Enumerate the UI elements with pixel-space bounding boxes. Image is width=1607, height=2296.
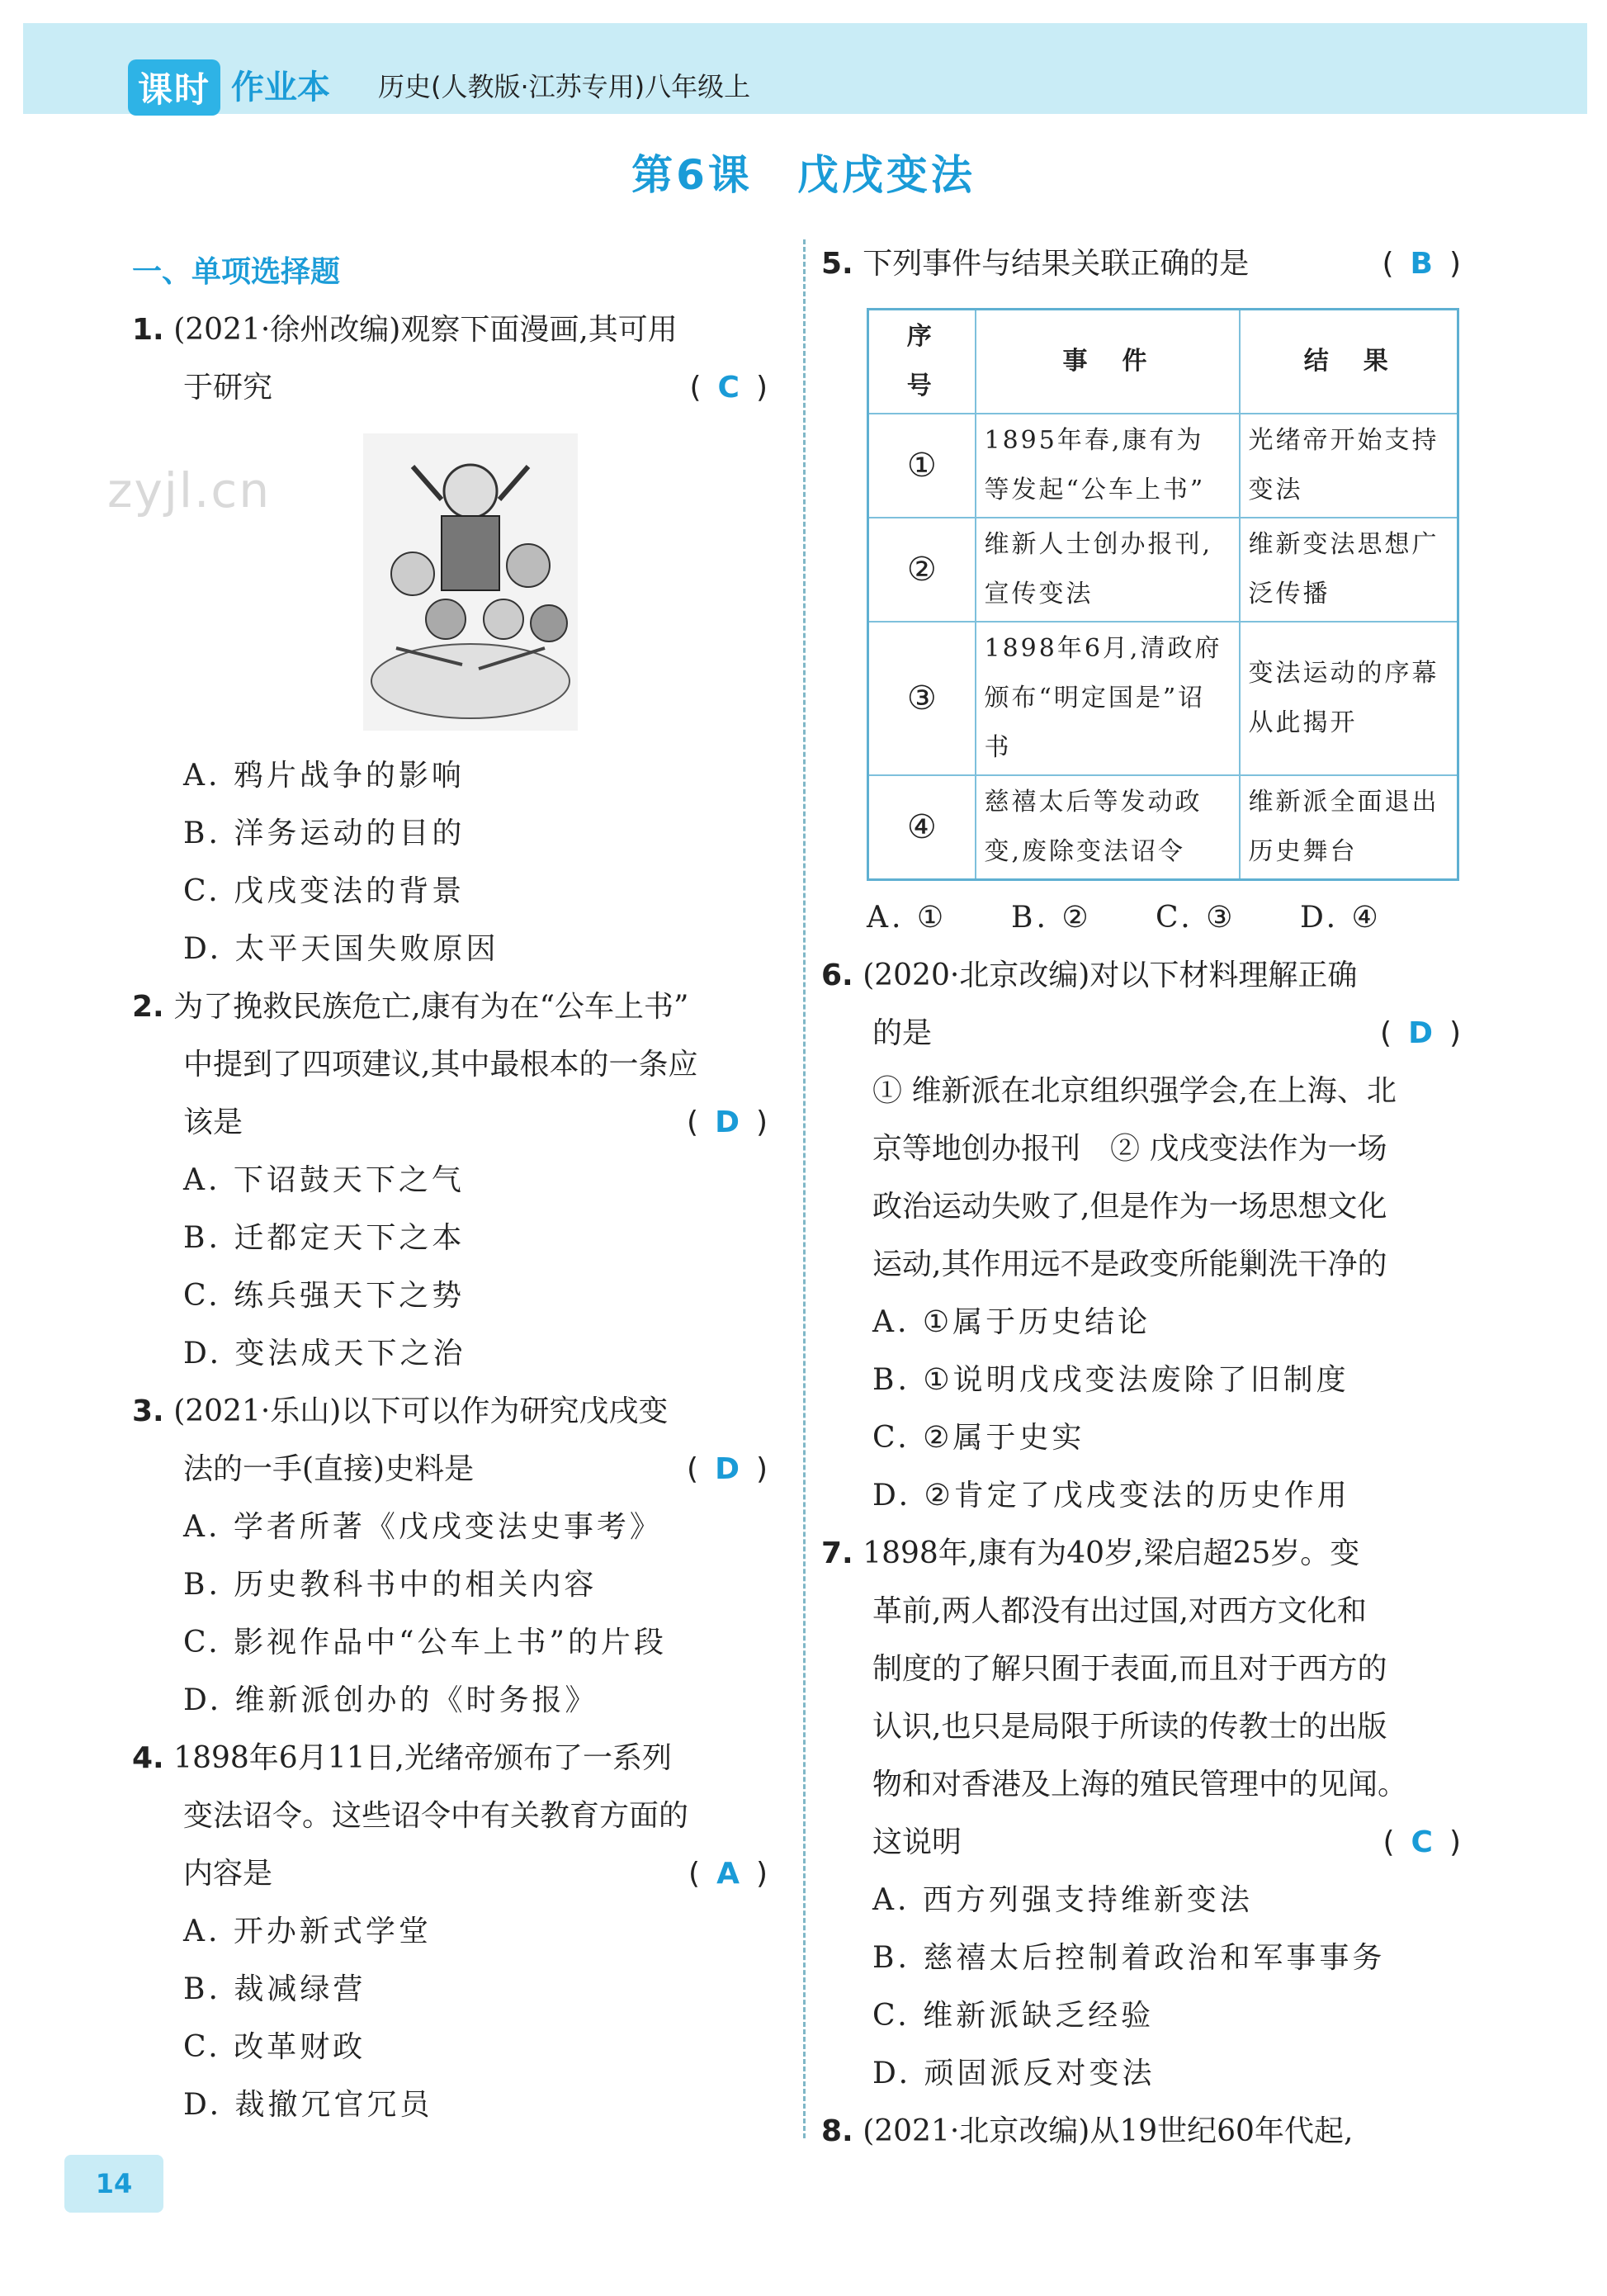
cartoon-illustration xyxy=(363,433,578,731)
option: B. 迁都定天下之本 xyxy=(183,1221,466,1255)
option: C. ②属于史实 xyxy=(872,1421,1085,1455)
table-cell: ② xyxy=(868,518,976,622)
material-text: 运动,其作用远不是政变所能剿洗干净的 xyxy=(872,1247,1387,1281)
table-row xyxy=(868,622,1458,775)
answer-letter: C xyxy=(717,371,740,405)
question-number: 4. xyxy=(132,1741,164,1775)
brand-logo: 课时 xyxy=(128,59,220,116)
question-text: 认识,也只是局限于所读的传教士的出版 xyxy=(872,1710,1387,1744)
option: D. 太平天国失败原因 xyxy=(183,932,499,966)
question-number: 5. xyxy=(821,247,853,281)
section-title: 一、单项选择题 xyxy=(132,255,341,289)
option: B. ② xyxy=(1011,901,1092,935)
question-text: 的是 xyxy=(872,1016,933,1050)
question-number: 2. xyxy=(132,990,164,1024)
material-text: ① 维新派在北京组织强学会,在上海、北 xyxy=(872,1074,1397,1108)
table-cell: 维新人士创办报刊,宣传变法 xyxy=(976,518,1240,622)
option: A. 开办新式学堂 xyxy=(183,1915,432,1948)
question-text: 下列事件与结果关联正确的是 xyxy=(863,247,1250,281)
question-8 xyxy=(821,2103,1461,2161)
column-divider xyxy=(803,239,806,2138)
answer-letter: D xyxy=(1408,1016,1433,1050)
question-7 xyxy=(821,1525,1461,2103)
option: B. ①说明戊戌变法废除了旧制度 xyxy=(872,1363,1349,1397)
option: C. 戊戌变法的背景 xyxy=(183,874,466,908)
watermark: zyjl.cn xyxy=(107,462,272,518)
lesson-title: 第6课 戊戌变法 xyxy=(631,151,976,199)
table-header-row xyxy=(868,310,1458,414)
table-header: 序 号 xyxy=(868,310,976,414)
option: B. 慈禧太后控制着政治和军事事务 xyxy=(872,1941,1386,1975)
answer-letter: D xyxy=(715,1105,740,1139)
question-2 xyxy=(132,978,768,1383)
answer-letter: A xyxy=(716,1857,740,1891)
table-row xyxy=(868,775,1458,880)
answer-bracket: ( B ) xyxy=(1382,247,1461,281)
table-cell: 1895年春,康有为等发起“公车上书” xyxy=(976,414,1240,518)
question-text: 内容是 xyxy=(183,1857,273,1891)
question-4 xyxy=(132,1730,768,2134)
table-header: 结 果 xyxy=(1240,310,1458,414)
table-cell: 维新派全面退出历史舞台 xyxy=(1240,775,1458,880)
option: B. 裁减绿营 xyxy=(183,1972,366,2006)
question-text: 制度的了解只囿于表面,而且对于西方的 xyxy=(872,1652,1387,1686)
material-text: 京等地创办报刊 ② 戊戌变法作为一场 xyxy=(872,1132,1387,1166)
option: D. 变法成天下之治 xyxy=(183,1337,466,1370)
question-text: 1898年6月11日,光绪帝颁布了一系列 xyxy=(173,1741,672,1775)
table-cell: 光绪帝开始支持变法 xyxy=(1240,414,1458,518)
answer-letter: B xyxy=(1410,247,1433,281)
event-table xyxy=(867,308,1459,881)
left-column xyxy=(132,244,768,2134)
question-number: 6. xyxy=(821,959,853,992)
answer-bracket: ( D ) xyxy=(687,1452,768,1486)
subject-label: 历史(人教版·江苏专用)八年级上 xyxy=(378,71,751,102)
answer-bracket: ( A ) xyxy=(688,1857,768,1891)
question-text: 革前,两人都没有出过国,对西方文化和 xyxy=(872,1594,1367,1628)
table-row xyxy=(868,518,1458,622)
question-text: 中提到了四项建议,其中最根本的一条应 xyxy=(183,1048,698,1082)
option: C. 练兵强天下之势 xyxy=(183,1279,466,1313)
question-5 xyxy=(821,235,1461,947)
brand-suffix: 作业本 xyxy=(231,69,330,107)
option: A. 下诏鼓天下之气 xyxy=(183,1163,465,1197)
table-cell: ④ xyxy=(868,775,976,880)
option: D. ④ xyxy=(1300,901,1382,935)
question-text: (2021·徐州改编)观察下面漫画,其可用 xyxy=(173,313,678,347)
option: A. ①属于历史结论 xyxy=(872,1305,1151,1339)
option: D. ②肯定了戊戌变法的历史作用 xyxy=(872,1479,1350,1513)
question-text: 变法诏令。这些诏令中有关教育方面的 xyxy=(183,1799,689,1833)
answer-letter: C xyxy=(1411,1825,1433,1859)
option: D. 维新派创办的《时务报》 xyxy=(183,1683,598,1717)
table-header: 事 件 xyxy=(976,310,1240,414)
question-number: 8. xyxy=(821,2114,853,2148)
option: A. 学者所著《戊戌变法史事考》 xyxy=(183,1510,663,1544)
question-text: 法的一手(直接)史料是 xyxy=(183,1452,475,1486)
question-text: 这说明 xyxy=(872,1825,962,1859)
options-row xyxy=(821,889,1461,947)
option: A. 鸦片战争的影响 xyxy=(183,759,465,793)
option: C. 改革财政 xyxy=(183,2030,366,2064)
table-cell: 慈禧太后等发动政变,废除变法诏令 xyxy=(976,775,1240,880)
table-cell: ③ xyxy=(868,622,976,775)
option: D. 裁撤冗官冗员 xyxy=(183,2088,433,2122)
question-number: 1. xyxy=(132,313,164,347)
option: C. ③ xyxy=(1156,901,1236,935)
option: B. 历史教科书中的相关内容 xyxy=(183,1568,598,1602)
table-cell: 1898年6月,清政府颁布“明定国是”诏书 xyxy=(976,622,1240,775)
material-text: 政治运动失败了,但是作为一场思想文化 xyxy=(872,1190,1387,1224)
cartoon-image xyxy=(363,433,578,731)
question-text: (2021·北京改编)从19世纪60年代起, xyxy=(863,2114,1354,2148)
answer-bracket: ( D ) xyxy=(1380,1016,1461,1050)
answer-bracket: ( C ) xyxy=(1382,1825,1461,1859)
table-cell: ① xyxy=(868,414,976,518)
page-number: 14 xyxy=(64,2155,163,2213)
question-text: (2020·北京改编)对以下材料理解正确 xyxy=(863,959,1358,992)
question-number: 7. xyxy=(821,1536,853,1570)
question-text: (2021·乐山)以下可以作为研究戊戌变 xyxy=(173,1394,669,1428)
answer-letter: D xyxy=(715,1452,740,1486)
table-row xyxy=(868,414,1458,518)
answer-bracket: ( C ) xyxy=(689,371,768,405)
answer-bracket: ( D ) xyxy=(687,1105,768,1139)
option: A. ① xyxy=(867,901,948,935)
table-cell: 维新变法思想广泛传播 xyxy=(1240,518,1458,622)
option: A. 西方列强支持维新变法 xyxy=(872,1883,1253,1917)
question-6 xyxy=(821,947,1461,1525)
right-column xyxy=(821,235,1461,2161)
option: C. 影视作品中“公车上书”的片段 xyxy=(183,1626,667,1659)
question-number: 3. xyxy=(132,1394,164,1428)
option: C. 维新派缺乏经验 xyxy=(872,1999,1155,2033)
question-text: 该是 xyxy=(183,1105,243,1139)
table-cell: 变法运动的序幕从此揭开 xyxy=(1240,622,1458,775)
question-text: 物和对香港及上海的殖民管理中的见闻。 xyxy=(872,1768,1408,1801)
option: D. 顽固派反对变法 xyxy=(872,2057,1156,2090)
question-text: 为了挽救民族危亡,康有为在“公车上书” xyxy=(173,990,689,1024)
question-1 xyxy=(132,301,768,978)
question-text: 1898年,康有为40岁,梁启超25岁。变 xyxy=(863,1536,1360,1570)
question-3 xyxy=(132,1383,768,1730)
option: B. 洋务运动的目的 xyxy=(183,817,466,850)
question-text: 于研究 xyxy=(183,371,273,405)
